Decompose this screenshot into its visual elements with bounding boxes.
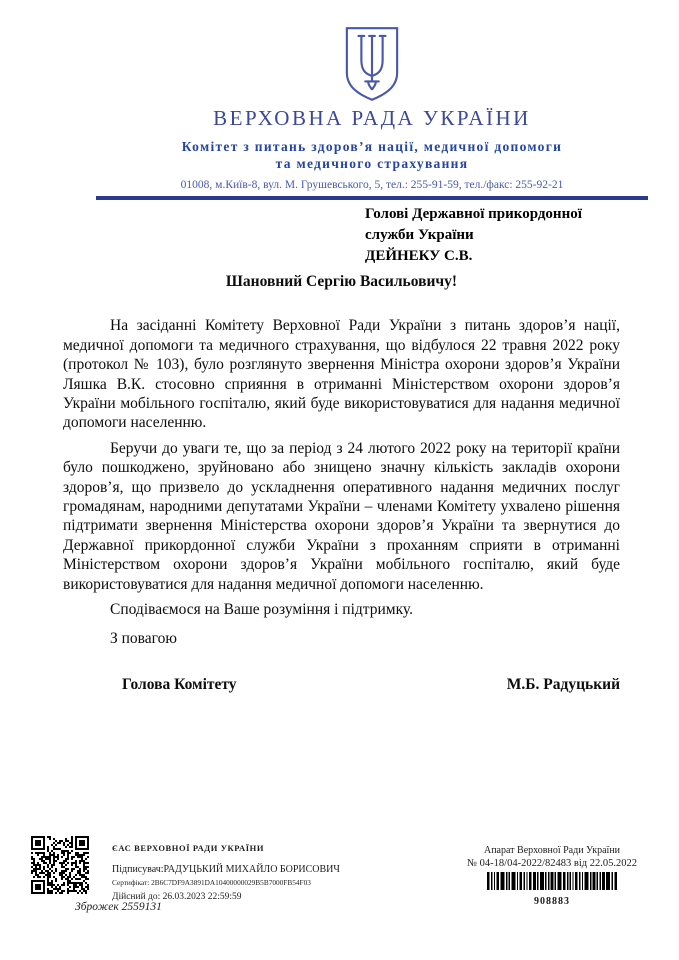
committee-line2: та медичного страхування — [275, 156, 469, 171]
paragraph-2: Беручи до уваги те, що за період з 24 лютого 2022 року на території країни було пошкоджено, зруйновано або знищено значну кількість закладів охорони здоров’я, що призвело до ускладнення оперативного надання медичних послуг громадянам, народними депутатами України – членами Комітету ухвалено рішення підтримати звернення Міністерства охорони здоров’я України та звернутися до Державної прикордонної служби України з проханням сприяти в отриманні Міністерством охорони здоров’я України мобільного госпіталю, який буде використовуватися для надання медичної допомоги населенню. — [63, 439, 620, 593]
salutation: Шановний Сергію Васильовичу! — [225, 273, 458, 290]
committee-name — [96, 138, 648, 172]
signature-signer-line: Підписувач:РАДУЦЬКИЙ МИХАЙЛО БОРИСОВИЧ — [112, 864, 340, 875]
separator-rule — [96, 196, 648, 200]
paragraph-1: На засіданні Комітету Верховної Ради України з питань здоров’я нації, медичної допомоги та медичного страхування, що відбулося 22 травня 2022 року (протокол № 103), було розглянуто звернення Міністра охорони здоров’я України Ляшка В.К. стосовно сприяння в отриманні Міністерством охорони здоров’я України мобільного госпіталю, який буде використовуватися для надання медичної допомоги населенню. — [63, 317, 620, 432]
recipient-line1: Голові Державної прикордонної — [365, 206, 582, 222]
paragraph-3: Сподіваємося на Ваше розуміння і підтримку. — [110, 601, 413, 619]
signature-validity-line: Дійсний до: 26.03.2023 22:59:59 — [112, 892, 242, 902]
signature-row — [63, 675, 620, 694]
registration-office: Апарат Верховної Ради України — [483, 845, 621, 856]
letterhead — [96, 26, 648, 200]
registration-block — [463, 845, 641, 907]
qr-code — [31, 834, 89, 896]
executor-note: Зброжек 2559131 — [75, 901, 162, 913]
registration-number: № 04-18/04-2022/82483 від 22.05.2022 — [467, 858, 637, 869]
barcode — [487, 872, 617, 893]
ukraine-trident-emblem-icon — [343, 26, 401, 102]
recipient-block — [365, 204, 635, 267]
recipient-line3: ДЕЙНЕКУ С.В. — [365, 248, 473, 264]
digital-signature-block — [112, 842, 412, 903]
signer-name: М.Б. Радуцький — [506, 675, 620, 693]
signature-system-label: ЄАС ВЕРХОВНОЇ РАДИ УКРАЇНИ — [112, 843, 265, 853]
closing-phrase: З повагою — [110, 629, 177, 647]
recipient-line2: служби України — [365, 227, 474, 243]
page-title: ВЕРХОВНА РАДА УКРАЇНИ — [213, 106, 531, 130]
letter-body — [63, 272, 620, 694]
barcode-number: 908883 — [534, 896, 570, 907]
signer-position: Голова Комітету — [122, 675, 237, 693]
signature-certificate-line: Сертифікат: 2B6C7DF9A3891DA10400000029B5B7000FB54F03 — [112, 878, 311, 887]
committee-line1: Комітет з питань здоров’я нації, медичної допомоги — [181, 139, 563, 154]
address-line: 01008, м.Київ-8, вул. М. Грушевського, 5, тел.: 255-91-59, тел./факс: 255-92-21 — [180, 179, 564, 191]
